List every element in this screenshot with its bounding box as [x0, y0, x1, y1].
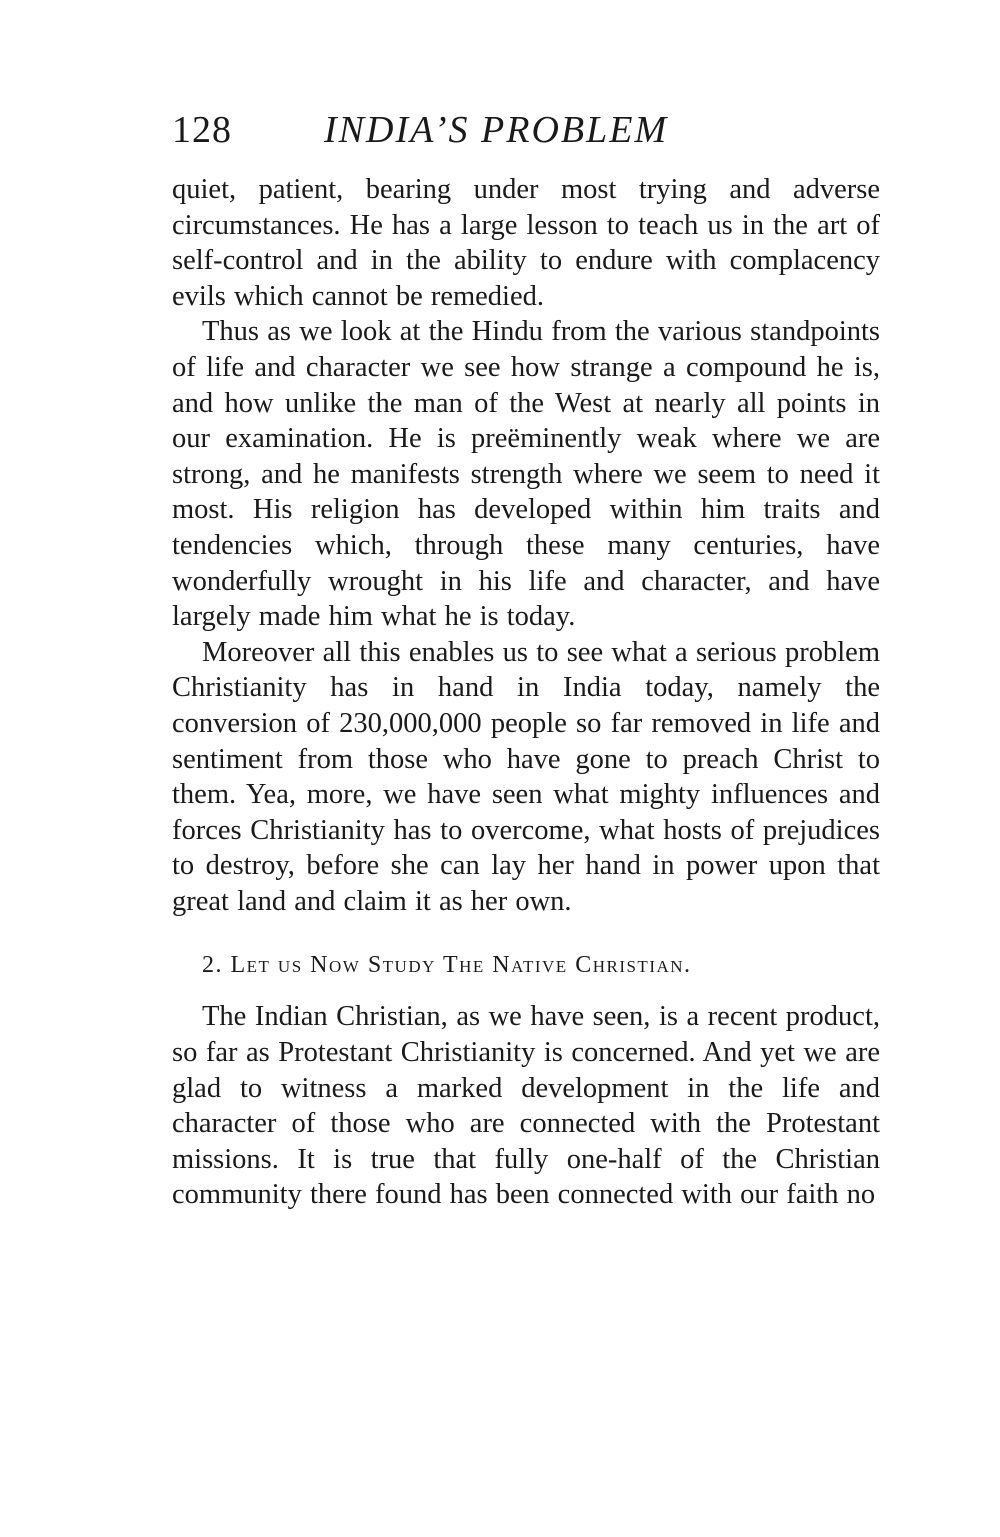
- paragraph-indian-christian: The Indian Christian, as we have seen, is a recent product, so far as Protestant Christianity is concerned. And yet we are glad to witness a marked development in the life and character of those who are connected with the Protestant missions. It is true that fully one-half of the Christian community there found has been connected with our faith no: [172, 1001, 880, 1211]
- running-title: INDIA’S PROBLEM: [324, 109, 669, 151]
- paragraph-continuation: quiet, patient, bearing under most trying and adverse circumstances. He has a large lesson to teach us in the art of self-control and in the ability to endure with complacency evils which cannot be remedied.: [172, 174, 880, 312]
- paragraph-hindu-compound: Thus as we look at the Hindu from the various standpoints of life and character we see how strange a compound he is, and how unlike the man of the West at nearly all points in our examination. He is preëminently weak where we are strong, and he manifests strength where we seem to need it most. His religion has developed within him traits and tendencies which, through these many centuries, have wonderfully wrought in his life and character, and have largely made him what he is today.: [172, 316, 880, 633]
- page-header: [172, 108, 880, 158]
- book-page: [172, 108, 880, 1213]
- section-heading: 2. Let us Now Study The Native Christian.: [202, 952, 692, 979]
- paragraph-christianity-problem: Moreover all this enables us to see what a serious problem Christianity has in hand in India today, namely the conversion of 230,000,000 people so far removed in life and sentiment from those who have gone to preach Christ to them. Yea, more, we have seen what mighty influences and forces Christianity has to overcome, what hosts of prejudices to destroy, before she can lay her hand in power upon that great land and claim it as her own.: [172, 636, 880, 917]
- page-number: 128: [172, 109, 232, 151]
